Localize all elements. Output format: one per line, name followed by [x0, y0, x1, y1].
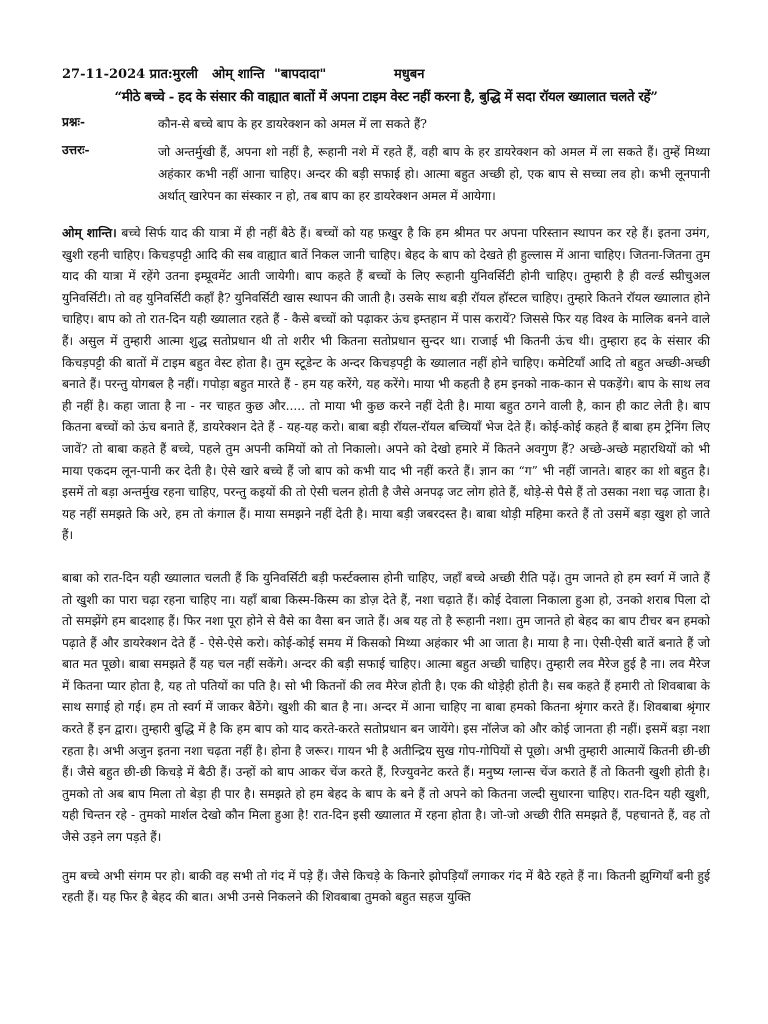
paragraph-3: तुम बच्चे अभी संगम पर हो। बाकी वह सभी तो गंद में पड़े हैं। जैसे किचड़े के किनारे झोपड़ियाँ लगाकर गंद में बैठे रहते हैं ना। कितनी झुग्गियाँ बनी हुई रहती हैं। यह फिर है बेहद की बात। अभी उनसे निकलने की शिवबाबा तुमको बहुत सहज युक्ति — [62, 868, 710, 905]
paragraph-1 — [62, 223, 710, 547]
page-header — [62, 62, 710, 84]
answer-text: जो अन्तर्मुखी हैं, अपना शो नहीं है, रूहानी नशे में रहते हैं, वही बाप के हर डायरेक्शन को अमल में ला सकते हैं। तुम्हें मिथ्या अहंकार कभी नहीं आना चाहिए। अन्दर की बड़ी सफाई हो। आत्मा बहुत अच्छी हो, एक बाप से सच्चा लव हो। कभी लूनपानी अर्थात् खारेपन का संस्कार न हो, तब बाप का हर डायरेक्शन अमल में आयेगा। — [158, 145, 710, 203]
answer-block — [62, 141, 710, 207]
answer-label: उत्तरः- — [62, 143, 90, 157]
question-text: कौन-से बच्चे बाप के हर डायरेक्शन को अमल में ला सकते हैं? — [158, 117, 427, 131]
header-om-shanti: ओम् शान्ति — [212, 67, 265, 82]
paragraph-1-text: बच्चे सिर्फ याद की यात्रा में ही नहीं बैठे हैं। बच्चों को यह फ़खुर है कि हम श्रीमत पर अपना परिस्तान स्थापन कर रहे हैं। इतना उमंग, खुशी रहनी चाहिए। किचड़पट्टी आदि की सब वाह्यात बातें निकल जानी चाहिए। बेहद के बाप को देखते ही हुल्लास में आना चाहिए। जितना-जितना तुम याद की यात्रा में रहेंगे उतना इम्प्रूवमेंट आती जायेगी। बाप कहते हैं बच्चों के लिए रूहानी युनिवर्सिटी होनी चाहिए। तुम्हारी है ही वर्ल्ड स्प्रीचुअल युनिवर्सिटी। तो वह युनिवर्सिटी कहाँ है? युनिवर्सिटी खास स्थापन की जाती है। उसके साथ बड़ी रॉयल हॉस्टल चाहिए। तुम्हारे कितने रॉयल ख्यालात होने चाहिए। बाप को तो रात-दिन यही ख्यालात रहते हैं - कैसे बच्चों को पढ़ाकर ऊंच इम्तहान में पास करायें? जिससे फिर यह विश्व के मालिक बनने वाले हैं। असुल में तुम्हारी आत्मा शुद्ध सतोप्रधान थी तो शरीर भी कितना सतोप्रधान सुन्दर था। राजाई भी कितनी ऊंच थी। तुम्हारा हद के संसार की किचड़पट्टी की बातों में टाइम बहुत वेस्ट होता है। तुम स्टूडेन्ट के अन्दर किचड़पट्टी के ख्यालात नहीं होने चाहिए। कमेटियाँ आदि तो बहुत अच्छी-अच्छी बनाते हैं। परन्तु योगबल है नहीं। गपोड़ा बहुत मारते हैं - हम यह करेंगे, यह करेंगे। माया भी कहती है हम इनको नाक-कान से पकड़ेंगे। बाप के साथ लव ही नहीं है। कहा जाता है ना - नर चाहत कुछ और..... तो माया भी कुछ करने नहीं देती है। माया बहुत ठगने वाली है, कान ही काट लेती है। बाप कितना बच्चों को ऊंच बनाते हैं, डायरेक्शन देते हैं - यह-यह करो। बाबा बड़ी रॉयल-रॉयल बच्चियाँ भेज देते हैं। कोई-कोई कहते हैं बाबा हम ट्रेनिंग लिए जावें? तो बाबा कहते हैं बच्चे, पहले तुम अपनी कमियों को तो निकालो। अपने को देखो हमारे में कितने अवगुण हैं? अच्छे-अच्छे महारथियों को भी माया एकदम लून-पानी कर देती है। ऐसे खारे बच्चे हैं जो बाप को कभी याद भी नहीं करते हैं। ज्ञान का “ग” भी नहीं जानते। बाहर का शो बहुत है। इसमें तो बड़ा अन्तर्मुख रहना चाहिए, परन्तु कइयों की तो ऐसी चलन होती है जैसे अनपढ़ जट लोग होते हैं, थोड़े-से पैसे हैं तो उसका नशा चढ़ जाता है। यह नहीं समझते कि अरे, हम तो कंगाल हैं। माया समझने नहीं देती है। माया बड़ी जबरदस्त है। बाबा थोड़ी महिमा करते हैं तो उसमें बड़ा खुश हो जाते हैं। — [62, 226, 710, 543]
slogan-heading: “मीठे बच्चे - हद के संसार की वाह्यात बातों में अपना टाइम वेस्ट नहीं करना है, बुद्धि में सदा रॉयल ख्यालात चलते रहें” — [114, 90, 658, 105]
paragraph-2: बाबा को रात-दिन यही ख्यालात चलती हैं कि युनिवर्सिटी बड़ी फर्स्टक्लास होनी चाहिए, जहाँ बच्चे अच्छी रीति पढ़ें। तुम जानते हो हम स्वर्ग में जाते हैं तो खुशी का पारा चढ़ा रहना चाहिए ना। यहाँ बाबा किस्म-किस्म का डोज़ देते हैं, नशा चढ़ाते हैं। कोई देवाला निकाला हुआ हो, उनको शराब पिला दो तो समझेंगे हम बादशाह हैं। फिर नशा पूरा होने से वैसे का वैसा बन जाते हैं। अब यह तो है रूहानी नशा। तुम जानते हो बेहद का बाप टीचर बन हमको पढ़ाते हैं और डायरेक्शन देते हैं - ऐसे-ऐसे करो। कोई-कोई समय में किसको मिथ्या अहंकार भी आ जाता है। माया है ना। ऐसी-ऐसी बातें बनाते हैं जो बात मत पूछो। बाबा समझते हैं यह चल नहीं सकेंगे। अन्दर की बड़ी सफाई चाहिए। आत्मा बहुत अच्छी चाहिए। तुम्हारी लव मैरेज हुई है ना। लव मैरेज में कितना प्यार होता है, यह तो पतियों का पति है। सो भी कितनों की लव मैरेज होती है। एक की थोड़ेही होती है। सब कहते हैं हमारी तो शिवबाबा के साथ सगाई हो गई। हम तो स्वर्ग में जाकर बैठेंगे। खुशी की बात है ना। अन्दर में आना चाहिए ना बाबा हमको कितना श्रृंगार करते हैं। शिवबाबा श्रृंगार करते हैं इन द्वारा। तुम्हारी बुद्धि में है कि हम बाप को याद करते-करते सतोप्रधान बन जायेंगे। इस नॉलेज को और कोई जानता ही नहीं। इसमें बड़ा नशा रहता है। अभी अजुन इतना नशा चढ़ता नहीं है। होना है जरूर। गायन भी है अतीन्द्रिय सुख गोप-गोपियों से पूछो। अभी तुम्हारी आत्मायें कितनी छी-छी हैं। जैसे बहुत छी-छी किचड़े में बैठी हैं। उन्हों को बाप आकर चेंज करते हैं, रिज्युवनेट करते हैं। मनुष्य ग्लान्स चेंज कराते हैं तो कितनी खुशी होती है। तुमको तो अब बाप मिला तो बेड़ा ही पार है। समझते हो हम बेहद के बाप के बने हैं तो अपने को कितना जल्दी सुधारना चाहिए। रात-दिन यही खुशी, यही चिन्तन रहे - तुमको मार्शल देखो कौन मिला हुआ है! रात-दिन इसी ख्यालात में रहना होता है। जो-जो अच्छी रीति समझते हैं, पहचानते हैं, वह तो जैसे उड़ने लग पड़ते हैं। — [62, 570, 710, 845]
murli-page — [62, 62, 710, 909]
question-block — [62, 113, 710, 135]
header-date: 27-11-2024 प्रात:मुरली — [62, 67, 198, 82]
om-shanti-lead: ओम् शान्ति। — [62, 226, 117, 240]
header-place: मधुबन — [394, 67, 425, 82]
header-bapdada: "बापदादा" — [274, 67, 327, 82]
question-label: प्रश्नः- — [62, 115, 86, 129]
